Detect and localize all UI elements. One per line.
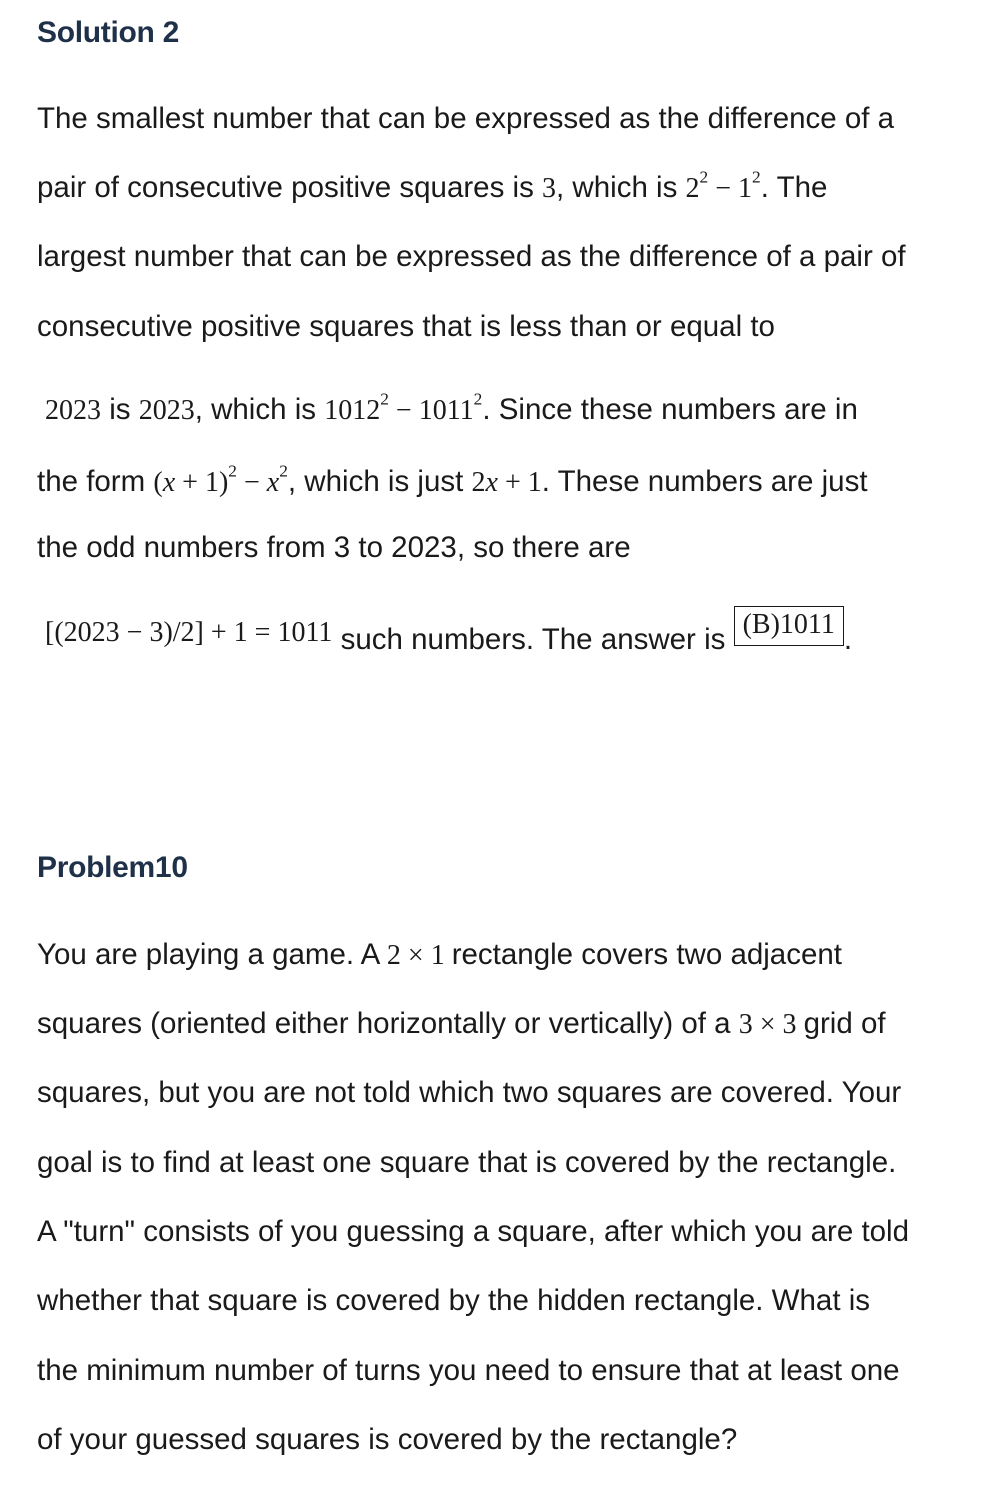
- solution-line-6: the form $(x + 1)^2 - x^2$, which is just 2x + 1. These numbers are just: [37, 461, 868, 498]
- problem-line-1: You are playing a game. A 2 × 1 rectangle covers two adjacent: [37, 938, 842, 971]
- solution-line-3: largest number that can be expressed as the difference of a pair of: [37, 240, 906, 273]
- problem-line-2: squares (oriented either horizontally or vertically) of a 3 × 3 grid of: [37, 1007, 886, 1040]
- solution-line-7: the odd numbers from 3 to 2023, so there are: [37, 531, 631, 564]
- math-large-squares: $1012^2 - 1011^2$: [324, 389, 483, 426]
- solution-line-2: pair of consecutive positive squares is 3, which is $2^2 - 1^2$. The: [37, 167, 828, 204]
- math-two-by-one: 2 × 1: [386, 940, 452, 971]
- math-squares-difference: $2^2 - 1^2$: [685, 167, 761, 204]
- problem-line-8: of your guessed squares is covered by the rectangle?: [37, 1423, 738, 1456]
- solution-line-8: [(2023 − 3)/2] + 1 = 1011 such numbers. The answer is (B)1011 .: [45, 620, 852, 662]
- solution-line-4: consecutive positive squares that is less than or equal to: [37, 310, 775, 343]
- problem-line-4: goal is to find at least one square that is covered by the rectangle.: [37, 1146, 897, 1179]
- math-general-form: $(x + 1)^2 - x^2$: [153, 461, 288, 498]
- solution-heading: Solution 2: [37, 16, 179, 49]
- answer-box: (B)1011: [734, 606, 844, 646]
- problem-heading: Problem10: [37, 851, 188, 884]
- problem-line-7: the minimum number of turns you need to ensure that at least one: [37, 1354, 900, 1387]
- math-three-by-three: 3 × 3: [738, 1009, 804, 1040]
- solution-line-1: The smallest number that can be expressed as the difference of a: [37, 102, 895, 135]
- problem-line-5: A "turn" consists of you guessing a square, after which you are told: [37, 1215, 910, 1248]
- math-odd-form: 2x + 1: [471, 467, 542, 498]
- problem-line-6: whether that square is covered by the hidden rectangle. What is: [37, 1284, 871, 1317]
- problem-line-3: squares, but you are not told which two squares are covered. Your: [37, 1076, 902, 1109]
- math-count-expression: [(2023 − 3)/2] + 1 = 1011: [45, 617, 333, 648]
- solution-line-5: 2023 is 2023, which is $1012^2 - 1011^2$. Since these numbers are in: [45, 389, 858, 426]
- math-three: 3: [542, 173, 557, 204]
